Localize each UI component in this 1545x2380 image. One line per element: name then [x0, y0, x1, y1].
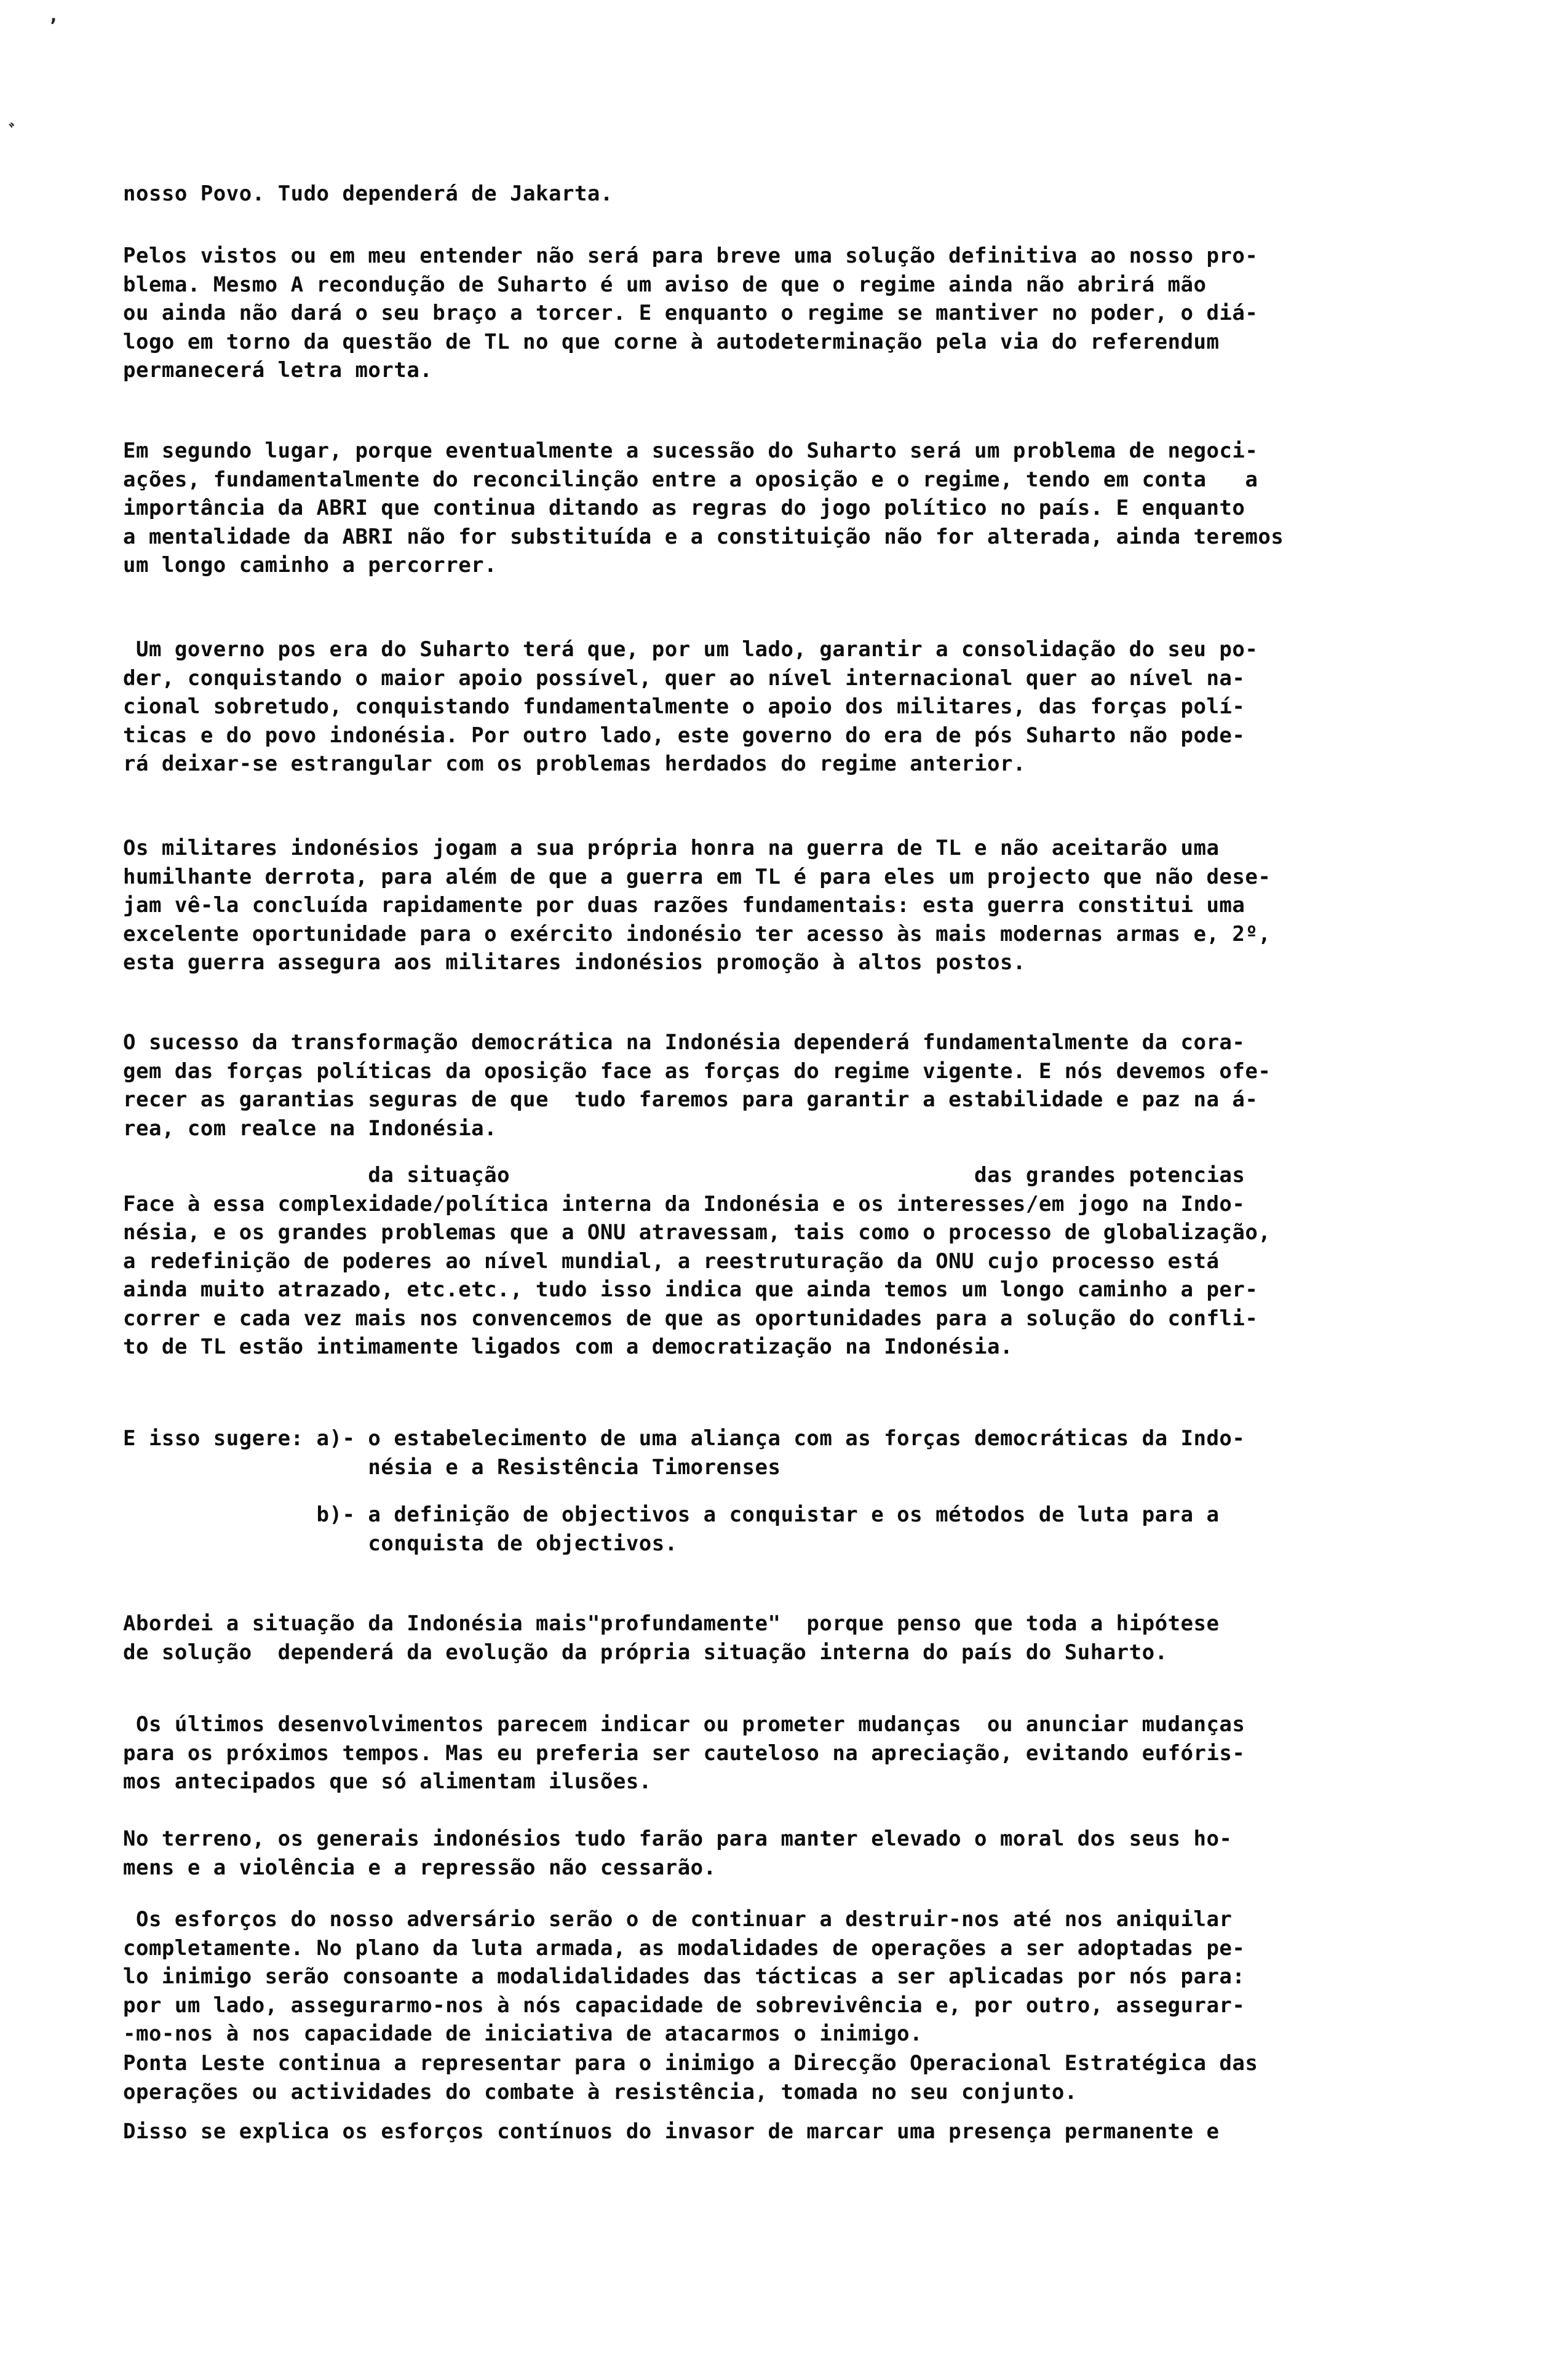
text-line: Ponta Leste continua a representar para o inimigo a Direcção Operacional Estratégica das [123, 2051, 1258, 2076]
paragraph-1 [123, 242, 1445, 385]
text-line: No terreno, os generais indonésios tudo farão para manter elevado o moral dos seus ho- [123, 1827, 1233, 1851]
paragraph-4 [123, 834, 1445, 977]
text-line: Um governo pos era do Suharto terá que, por um lado, garantir a consolidação do seu po- [123, 637, 1258, 662]
text-line: to de TL estão intimamente ligados com a democratização na Indonésia. [123, 1335, 1013, 1359]
text-line: -mo-nos à nos capacidade de iniciativa de atacarmos o inimigo. [123, 2021, 923, 2046]
text-line: para os próximos tempos. Mas eu preferia ser cauteloso na apreciação, evitando eufóris- [123, 1740, 1245, 1766]
text-line: rá deixar-se estrangular com os problemas herdados do regime anterior. [123, 752, 1026, 776]
text-line: jam vê-la concluída rapidamente por duas razões fundamentais: esta guerra constitui uma [123, 893, 1245, 918]
text-line: mos antecipados que só alimentam ilusões. [123, 1769, 652, 1794]
text-line: rea, com realce na Indonésia. [123, 1116, 498, 1141]
text-line: Pelos vistos ou em meu entender não será para breve uma solução definitiva ao nosso pro- [123, 244, 1258, 268]
paragraph-14 [123, 2117, 1445, 2146]
text-line: completamente. No plano da luta armada, as modalidades de operações a ser adoptadas pe- [123, 1935, 1245, 1961]
text-line: Os últimos desenvolvimentos parecem indicar ou prometer mudanças ou anunciar mudanças [123, 1712, 1245, 1737]
text-line: Os esforços do nosso adversário serão o de continuar a destruir-nos até nos aniquilar [123, 1907, 1233, 1932]
paragraph-3 [123, 635, 1445, 779]
text-line: Em segundo lugar, porque eventualmente a sucessão do Suharto será um problema de negoci- [123, 438, 1258, 463]
text-line: a redefinição de poderes ao nível mundial, a reestruturação da ONU cujo processo está [123, 1248, 1220, 1274]
text-line: ou ainda não dará o seu braço a torcer. E enquanto o regime se mantiver no poder, o diá- [123, 301, 1258, 325]
text-line: ticas e do povo indonésia. Por outro lado, este governo do era de pós Suharto não pode- [123, 723, 1245, 748]
text-line: da situação das grandes potencias [123, 1163, 1245, 1188]
paragraph-8 [123, 1501, 1445, 1558]
stray-mark-top: , [48, 5, 60, 26]
text-line: por um lado, assegurarmo-nos à nós capacidade de sobrevivência e, por outro, assegurar- [123, 1993, 1245, 2018]
paragraph-5 [123, 1028, 1445, 1143]
text-line: der, conquistando o maior apoio possível, quer ao nível internacional quer ao nível na- [123, 665, 1245, 691]
paragraph-6 [123, 1161, 1445, 1362]
text-line: conquista de objectivos. [123, 1531, 678, 1556]
text-line: nésia, e os grandes problemas que a ONU atravessam, tais como o processo de globalização, [123, 1220, 1271, 1245]
paragraph-13 [123, 2049, 1445, 2106]
paragraph-10 [123, 1710, 1445, 1796]
text-line: Disso se explica os esforços contínuos do invasor de marcar uma presença permanente e [123, 2119, 1220, 2144]
text-line: de solução dependerá da evolução da própria situação interna do país do Suharto. [123, 1640, 1168, 1665]
text-line: excelente oportunidade para o exército indonésio ter acesso às mais modernas armas e, 2º, [123, 921, 1271, 946]
paragraph-12 [123, 1905, 1445, 2049]
text-line: gem das forças políticas da oposição face as forças do regime vigente. E nós devemos ofe- [123, 1058, 1271, 1084]
text-line: esta guerra assegura aos militares indonésios promoção à altos postos. [123, 950, 1026, 975]
text-line: logo em torno da questão de TL no que corne à autodeterminação pela via do referendum [123, 329, 1220, 354]
paragraph-7 [123, 1424, 1445, 1482]
text-line: importância da ABRI que continua ditando as regras do jogo político no país. E enquanto [123, 496, 1245, 520]
text-line: ainda muito atrazado, etc.etc., tudo isso indica que ainda temos um longo caminho a per- [123, 1277, 1258, 1302]
text-line: permanecerá letra morta. [123, 358, 433, 383]
text-line: lo inimigo serão consoante a modalidalidades das tácticas a ser aplicadas por nós para: [123, 1964, 1245, 1989]
text-line: Os militares indonésios jogam a sua própria honra na guerra de TL e não aceitarão uma [123, 836, 1220, 860]
text-line: recer as garantias seguras de que tudo faremos para garantir a estabilidade e paz na á- [123, 1087, 1258, 1112]
text-line: O sucesso da transformação democrática na Indonésia dependerá fundamentalmente da cora- [123, 1030, 1245, 1055]
paragraph-9 [123, 1609, 1445, 1667]
text-line: ações, fundamentalmente do reconcilinção entre a oposição e o regime, tendo em conta a [123, 467, 1258, 492]
paragraph-2 [123, 437, 1445, 580]
paragraph-11 [123, 1825, 1445, 1882]
text-line: b)- a definição de objectivos a conquistar e os métodos de luta para a [123, 1502, 1220, 1527]
text-line: correr e cada vez mais nos convencemos de que as oportunidades para a solução do confli- [123, 1306, 1258, 1331]
paragraph-0 [123, 180, 1445, 208]
text-line: nésia e a Resistência Timorenses [123, 1454, 781, 1480]
text-line: blema. Mesmo A recondução de Suharto é um aviso de que o regime ainda não abrirá mão [123, 272, 1207, 297]
text-line: E isso sugere: a)- o estabelecimento de uma aliança com as forças democráticas da Indo- [123, 1426, 1245, 1451]
text-line: um longo caminho a percorrer. [123, 553, 498, 577]
text-line: Face à essa complexidade/política interna da Indonésia e os interesses/em jogo na Indo- [123, 1191, 1245, 1216]
text-line: cional sobretudo, conquistando fundamentalmente o apoio dos militares, das forças polí- [123, 694, 1245, 719]
stray-mark-left: ﾞ [9, 122, 18, 143]
text-line: operações ou actividades do combate à resistência, tomada no seu conjunto. [123, 2079, 1078, 2104]
text-line: mens e a violência e a repressão não cessarão. [123, 1855, 717, 1880]
text-line: a mentalidade da ABRI não for substituída e a constituição não for alterada, ainda teremos [123, 524, 1284, 549]
text-line: humilhante derrota, para além de que a guerra em TL é para eles um projecto que não dese- [123, 864, 1271, 889]
text-line: Abordei a situação da Indonésia mais"profundamente" porque penso que toda a hipótese [123, 1611, 1220, 1636]
text-line: nosso Povo. Tudo dependerá de Jakarta. [123, 181, 613, 206]
